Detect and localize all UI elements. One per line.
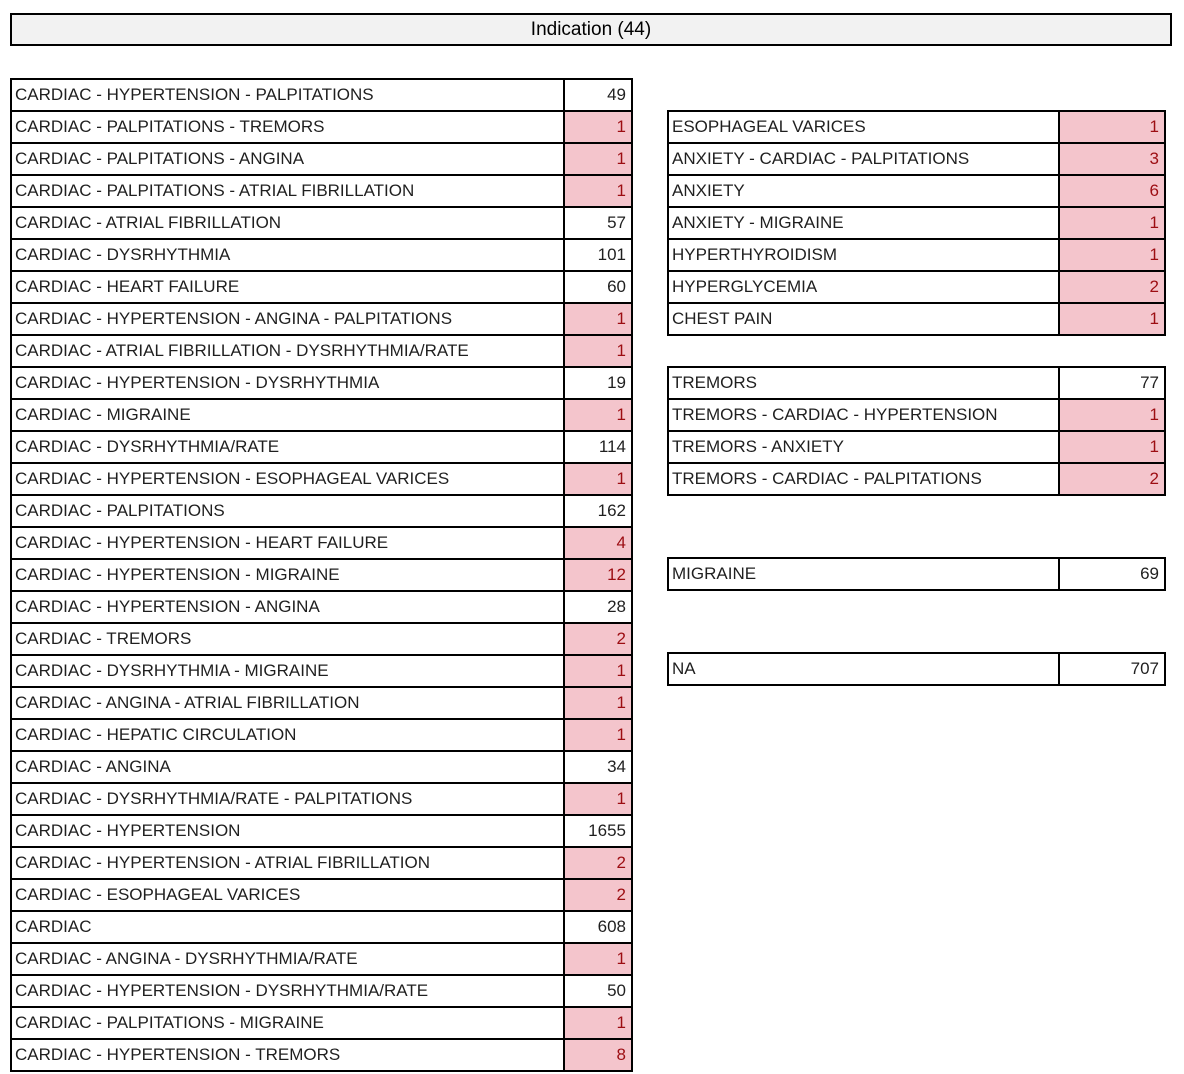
indication-label-cell[interactable]: TREMORS (667, 368, 1060, 398)
table-row (10, 176, 633, 208)
table-row (10, 528, 633, 560)
indication-label-cell[interactable]: CARDIAC - HYPERTENSION - TREMORS (10, 1040, 565, 1070)
indication-count-cell[interactable]: 1 (565, 400, 633, 430)
indication-label-cell[interactable]: CARDIAC (10, 912, 565, 942)
indication-label-cell[interactable]: HYPERTHYROIDISM (667, 240, 1060, 270)
indication-count-cell[interactable]: 19 (565, 368, 633, 398)
table-row (10, 208, 633, 240)
table-row (10, 304, 633, 336)
table-row (667, 208, 1166, 240)
table-row (667, 304, 1166, 336)
indication-label-cell[interactable]: MIGRAINE (667, 559, 1060, 589)
indication-count-cell[interactable]: 57 (565, 208, 633, 238)
table-row (10, 400, 633, 432)
indication-count-cell[interactable]: 1 (1060, 112, 1166, 142)
table-row (667, 368, 1166, 400)
indication-label-cell[interactable]: CARDIAC - PALPITATIONS (10, 496, 565, 526)
indication-count-cell[interactable]: 114 (565, 432, 633, 462)
indication-count-cell[interactable]: 162 (565, 496, 633, 526)
indication-count-cell[interactable]: 1 (565, 784, 633, 814)
table-row (667, 272, 1166, 304)
indication-label-cell[interactable]: CARDIAC - ESOPHAGEAL VARICES (10, 880, 565, 910)
indication-count-cell[interactable]: 1655 (565, 816, 633, 846)
table-row (10, 432, 633, 464)
indication-count-cell[interactable]: 1 (1060, 432, 1166, 462)
table-row (10, 784, 633, 816)
indication-count-cell[interactable]: 34 (565, 752, 633, 782)
indication-count-cell[interactable]: 3 (1060, 144, 1166, 174)
indication-label-cell[interactable]: CARDIAC - HYPERTENSION - PALPITATIONS (10, 80, 565, 110)
indication-label-cell[interactable]: CARDIAC - HEART FAILURE (10, 272, 565, 302)
indication-label-cell[interactable]: CARDIAC - PALPITATIONS - ATRIAL FIBRILLATION (10, 176, 565, 206)
indication-table-cardiac (10, 78, 633, 1072)
indication-label-cell[interactable]: CARDIAC - PALPITATIONS - TREMORS (10, 112, 565, 142)
indication-label-cell[interactable]: CARDIAC - HYPERTENSION - MIGRAINE (10, 560, 565, 590)
indication-count-cell[interactable]: 1 (565, 144, 633, 174)
indication-count-cell[interactable]: 28 (565, 592, 633, 622)
indication-count-cell[interactable]: 101 (565, 240, 633, 270)
indication-count-cell[interactable]: 49 (565, 80, 633, 110)
table-row (10, 816, 633, 848)
indication-count-cell[interactable]: 1 (1060, 240, 1166, 270)
indication-header-title: Indication (44) (530, 18, 652, 40)
indication-label-cell[interactable]: CARDIAC - HYPERTENSION - DYSRHYTHMIA (10, 368, 565, 398)
table-row (10, 368, 633, 400)
indication-count-cell[interactable]: 6 (1060, 176, 1166, 206)
table-row (10, 464, 633, 496)
table-row (10, 880, 633, 912)
indication-label-cell[interactable]: CARDIAC - ANGINA - ATRIAL FIBRILLATION (10, 688, 565, 718)
table-row (10, 1040, 633, 1072)
indication-count-cell[interactable]: 2 (565, 848, 633, 878)
indication-count-cell[interactable]: 707 (1060, 654, 1166, 684)
table-row (667, 112, 1166, 144)
indication-label-cell[interactable]: CARDIAC - DYSRHYTHMIA/RATE - PALPITATIONS (10, 784, 565, 814)
indication-count-cell[interactable]: 1 (565, 656, 633, 686)
table-row (10, 144, 633, 176)
indication-count-cell[interactable]: 4 (565, 528, 633, 558)
indication-label-cell[interactable]: CARDIAC - HYPERTENSION (10, 816, 565, 846)
table-row (10, 688, 633, 720)
indication-count-cell[interactable]: 1 (1060, 304, 1166, 334)
table-row (667, 654, 1166, 686)
table-row (10, 1008, 633, 1040)
indication-count-cell[interactable]: 2 (1060, 464, 1166, 494)
table-row (10, 112, 633, 144)
indication-label-cell[interactable]: TREMORS - CARDIAC - HYPERTENSION (667, 400, 1060, 430)
indication-count-cell[interactable]: 1 (565, 720, 633, 750)
table-row (10, 912, 633, 944)
indication-count-cell[interactable]: 1 (565, 1008, 633, 1038)
indication-label-cell[interactable]: CARDIAC - HYPERTENSION - ANGINA - PALPITATIONS (10, 304, 565, 334)
indication-count-cell[interactable]: 608 (565, 912, 633, 942)
table-row (10, 848, 633, 880)
indication-label-cell[interactable]: CARDIAC - ANGINA - DYSRHYTHMIA/RATE (10, 944, 565, 974)
indication-label-cell[interactable]: HYPERGLYCEMIA (667, 272, 1060, 302)
table-row (10, 752, 633, 784)
table-row (10, 496, 633, 528)
indication-count-cell[interactable]: 77 (1060, 368, 1166, 398)
indication-count-cell[interactable]: 2 (565, 624, 633, 654)
indication-table-tremors-group (667, 366, 1166, 496)
indication-table-migraine (667, 557, 1166, 591)
table-row (10, 240, 633, 272)
indication-label-cell[interactable]: CHEST PAIN (667, 304, 1060, 334)
indication-count-cell[interactable]: 8 (565, 1040, 633, 1070)
indication-label-cell[interactable]: NA (667, 654, 1060, 684)
indication-table-na (667, 652, 1166, 686)
indication-count-cell[interactable]: 69 (1060, 559, 1166, 589)
table-row (10, 80, 633, 112)
indication-count-cell[interactable]: 1 (565, 112, 633, 142)
indication-label-cell[interactable]: ESOPHAGEAL VARICES (667, 112, 1060, 142)
indication-count-cell[interactable]: 1 (1060, 208, 1166, 238)
indication-label-cell[interactable]: CARDIAC - DYSRHYTHMIA - MIGRAINE (10, 656, 565, 686)
indication-count-cell[interactable]: 2 (565, 880, 633, 910)
indication-label-cell[interactable]: CARDIAC - HEPATIC CIRCULATION (10, 720, 565, 750)
indication-label-cell[interactable]: CARDIAC - PALPITATIONS - MIGRAINE (10, 1008, 565, 1038)
indication-table-anxiety-group (667, 110, 1166, 336)
indication-count-cell[interactable]: 12 (565, 560, 633, 590)
table-row (10, 944, 633, 976)
table-row (667, 432, 1166, 464)
indication-label-cell[interactable]: TREMORS - ANXIETY (667, 432, 1060, 462)
indication-count-cell[interactable]: 2 (1060, 272, 1166, 302)
indication-label-cell[interactable]: CARDIAC - MIGRAINE (10, 400, 565, 430)
indication-count-cell[interactable]: 1 (565, 176, 633, 206)
indication-label-cell[interactable]: CARDIAC - PALPITATIONS - ANGINA (10, 144, 565, 174)
indication-label-cell[interactable]: ANXIETY - CARDIAC - PALPITATIONS (667, 144, 1060, 174)
table-row (10, 720, 633, 752)
table-row (10, 560, 633, 592)
table-row (667, 464, 1166, 496)
indication-label-cell[interactable]: ANXIETY (667, 176, 1060, 206)
indication-label-cell[interactable]: ANXIETY - MIGRAINE (667, 208, 1060, 238)
indication-label-cell[interactable]: CARDIAC - ATRIAL FIBRILLATION - DYSRHYTHMIA/RATE (10, 336, 565, 366)
table-row (10, 656, 633, 688)
indication-count-cell[interactable]: 50 (565, 976, 633, 1006)
table-row (667, 144, 1166, 176)
table-row (667, 400, 1166, 432)
indication-label-cell[interactable]: CARDIAC - DYSRHYTHMIA (10, 240, 565, 270)
indication-label-cell[interactable]: CARDIAC - ANGINA (10, 752, 565, 782)
indication-label-cell[interactable]: CARDIAC - TREMORS (10, 624, 565, 654)
indication-label-cell[interactable]: TREMORS - CARDIAC - PALPITATIONS (667, 464, 1060, 494)
indication-count-cell[interactable]: 1 (1060, 400, 1166, 430)
indication-label-cell[interactable]: CARDIAC - ATRIAL FIBRILLATION (10, 208, 565, 238)
indication-count-cell[interactable]: 60 (565, 272, 633, 302)
indication-label-cell[interactable]: CARDIAC - HYPERTENSION - ATRIAL FIBRILLATION (10, 848, 565, 878)
indication-count-cell[interactable]: 1 (565, 464, 633, 494)
indication-count-cell[interactable]: 1 (565, 304, 633, 334)
table-row (10, 624, 633, 656)
indication-label-cell[interactable]: CARDIAC - HYPERTENSION - ANGINA (10, 592, 565, 622)
table-row (667, 176, 1166, 208)
indication-count-cell[interactable]: 1 (565, 336, 633, 366)
indication-label-cell[interactable]: CARDIAC - DYSRHYTHMIA/RATE (10, 432, 565, 462)
indication-count-cell[interactable]: 1 (565, 688, 633, 718)
indication-header-cell[interactable] (10, 13, 1172, 46)
indication-label-cell[interactable]: CARDIAC - HYPERTENSION - DYSRHYTHMIA/RATE (10, 976, 565, 1006)
indication-label-cell[interactable]: CARDIAC - HYPERTENSION - HEART FAILURE (10, 528, 565, 558)
indication-count-cell[interactable]: 1 (565, 944, 633, 974)
table-row (10, 976, 633, 1008)
table-row (667, 559, 1166, 591)
table-row (10, 592, 633, 624)
table-row (667, 240, 1166, 272)
table-row (10, 336, 633, 368)
indication-label-cell[interactable]: CARDIAC - HYPERTENSION - ESOPHAGEAL VARICES (10, 464, 565, 494)
table-row (10, 272, 633, 304)
